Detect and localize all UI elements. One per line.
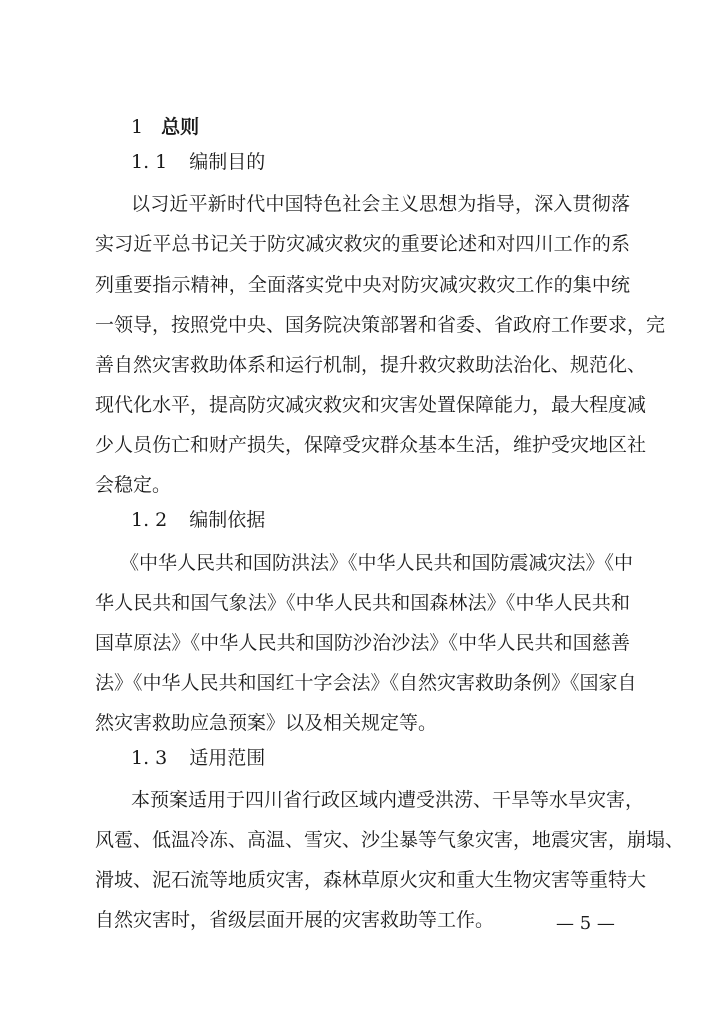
paragraph-line: 自然灾害时，省级层面开展的灾害救助等工作。: [95, 909, 495, 931]
subsection-number: 1. 3: [131, 747, 168, 769]
paragraph-line: 华人民共和国气象法》《中华人民共和国森林法》《中华人民共和: [95, 592, 630, 614]
subsection-title: 编制依据: [189, 509, 266, 531]
paragraph-line: 《中华人民共和国防洪法》《中华人民共和国防震减灾法》《中: [120, 552, 634, 574]
paragraph-line: 善自然灾害救助体系和运行机制，提升救灾救助法治化、规范化、: [95, 354, 647, 376]
paragraph-line: 以习近平新时代中国特色社会主义思想为指导，深入贯彻落: [131, 193, 630, 215]
subsection-number: 1. 1: [131, 151, 168, 173]
paragraph-line: 会稳定。: [95, 474, 172, 496]
paragraph-line: 国草原法》《中华人民共和国防沙治沙法》《中华人民共和国慈善: [95, 632, 630, 654]
paragraph-line: 现代化水平，提高防灾减灾救灾和灾害处置保障能力，最大程度减: [95, 394, 647, 416]
section-number: 1: [131, 116, 144, 138]
subsection-heading: [131, 509, 265, 531]
section-title: 总则: [161, 116, 200, 138]
page-number: — 5 —: [556, 913, 615, 934]
paragraph-line: 本预案适用于四川省行政区域内遭受洪涝、干旱等水旱灾害，: [131, 789, 645, 811]
subsection-title: 适用范围: [189, 747, 266, 769]
paragraph-line: 一领导，按照党中央、国务院决策部署和省委、省政府工作要求，完: [95, 314, 666, 336]
section-heading: [131, 116, 199, 138]
subsection-heading: [131, 747, 265, 769]
subsection-heading: [131, 151, 265, 173]
subsection-number: 1. 2: [131, 509, 168, 531]
paragraph-line: 法》《中华人民共和国红十字会法》《自然灾害救助条例》《国家自: [95, 672, 637, 694]
paragraph-line: 然灾害救助应急预案》以及相关规定等。: [95, 712, 438, 734]
paragraph-line: 少人员伤亡和财产损失，保障受灾群众基本生活，维护受灾地区社: [95, 434, 647, 456]
paragraph-line: 风雹、低温冷冻、高温、雪灾、沙尘暴等气象灾害，地震灾害，崩塌、: [95, 829, 685, 851]
subsection-title: 编制目的: [189, 151, 266, 173]
paragraph-line: 列重要指示精神，全面落实党中央对防灾减灾救灾工作的集中统: [95, 274, 630, 296]
paragraph-line: 滑坡、泥石流等地质灾害，森林草原火灾和重大生物灾害等重特大: [95, 869, 647, 891]
paragraph-line: 实习近平总书记关于防灾减灾救灾的重要论述和对四川工作的系: [95, 233, 630, 255]
